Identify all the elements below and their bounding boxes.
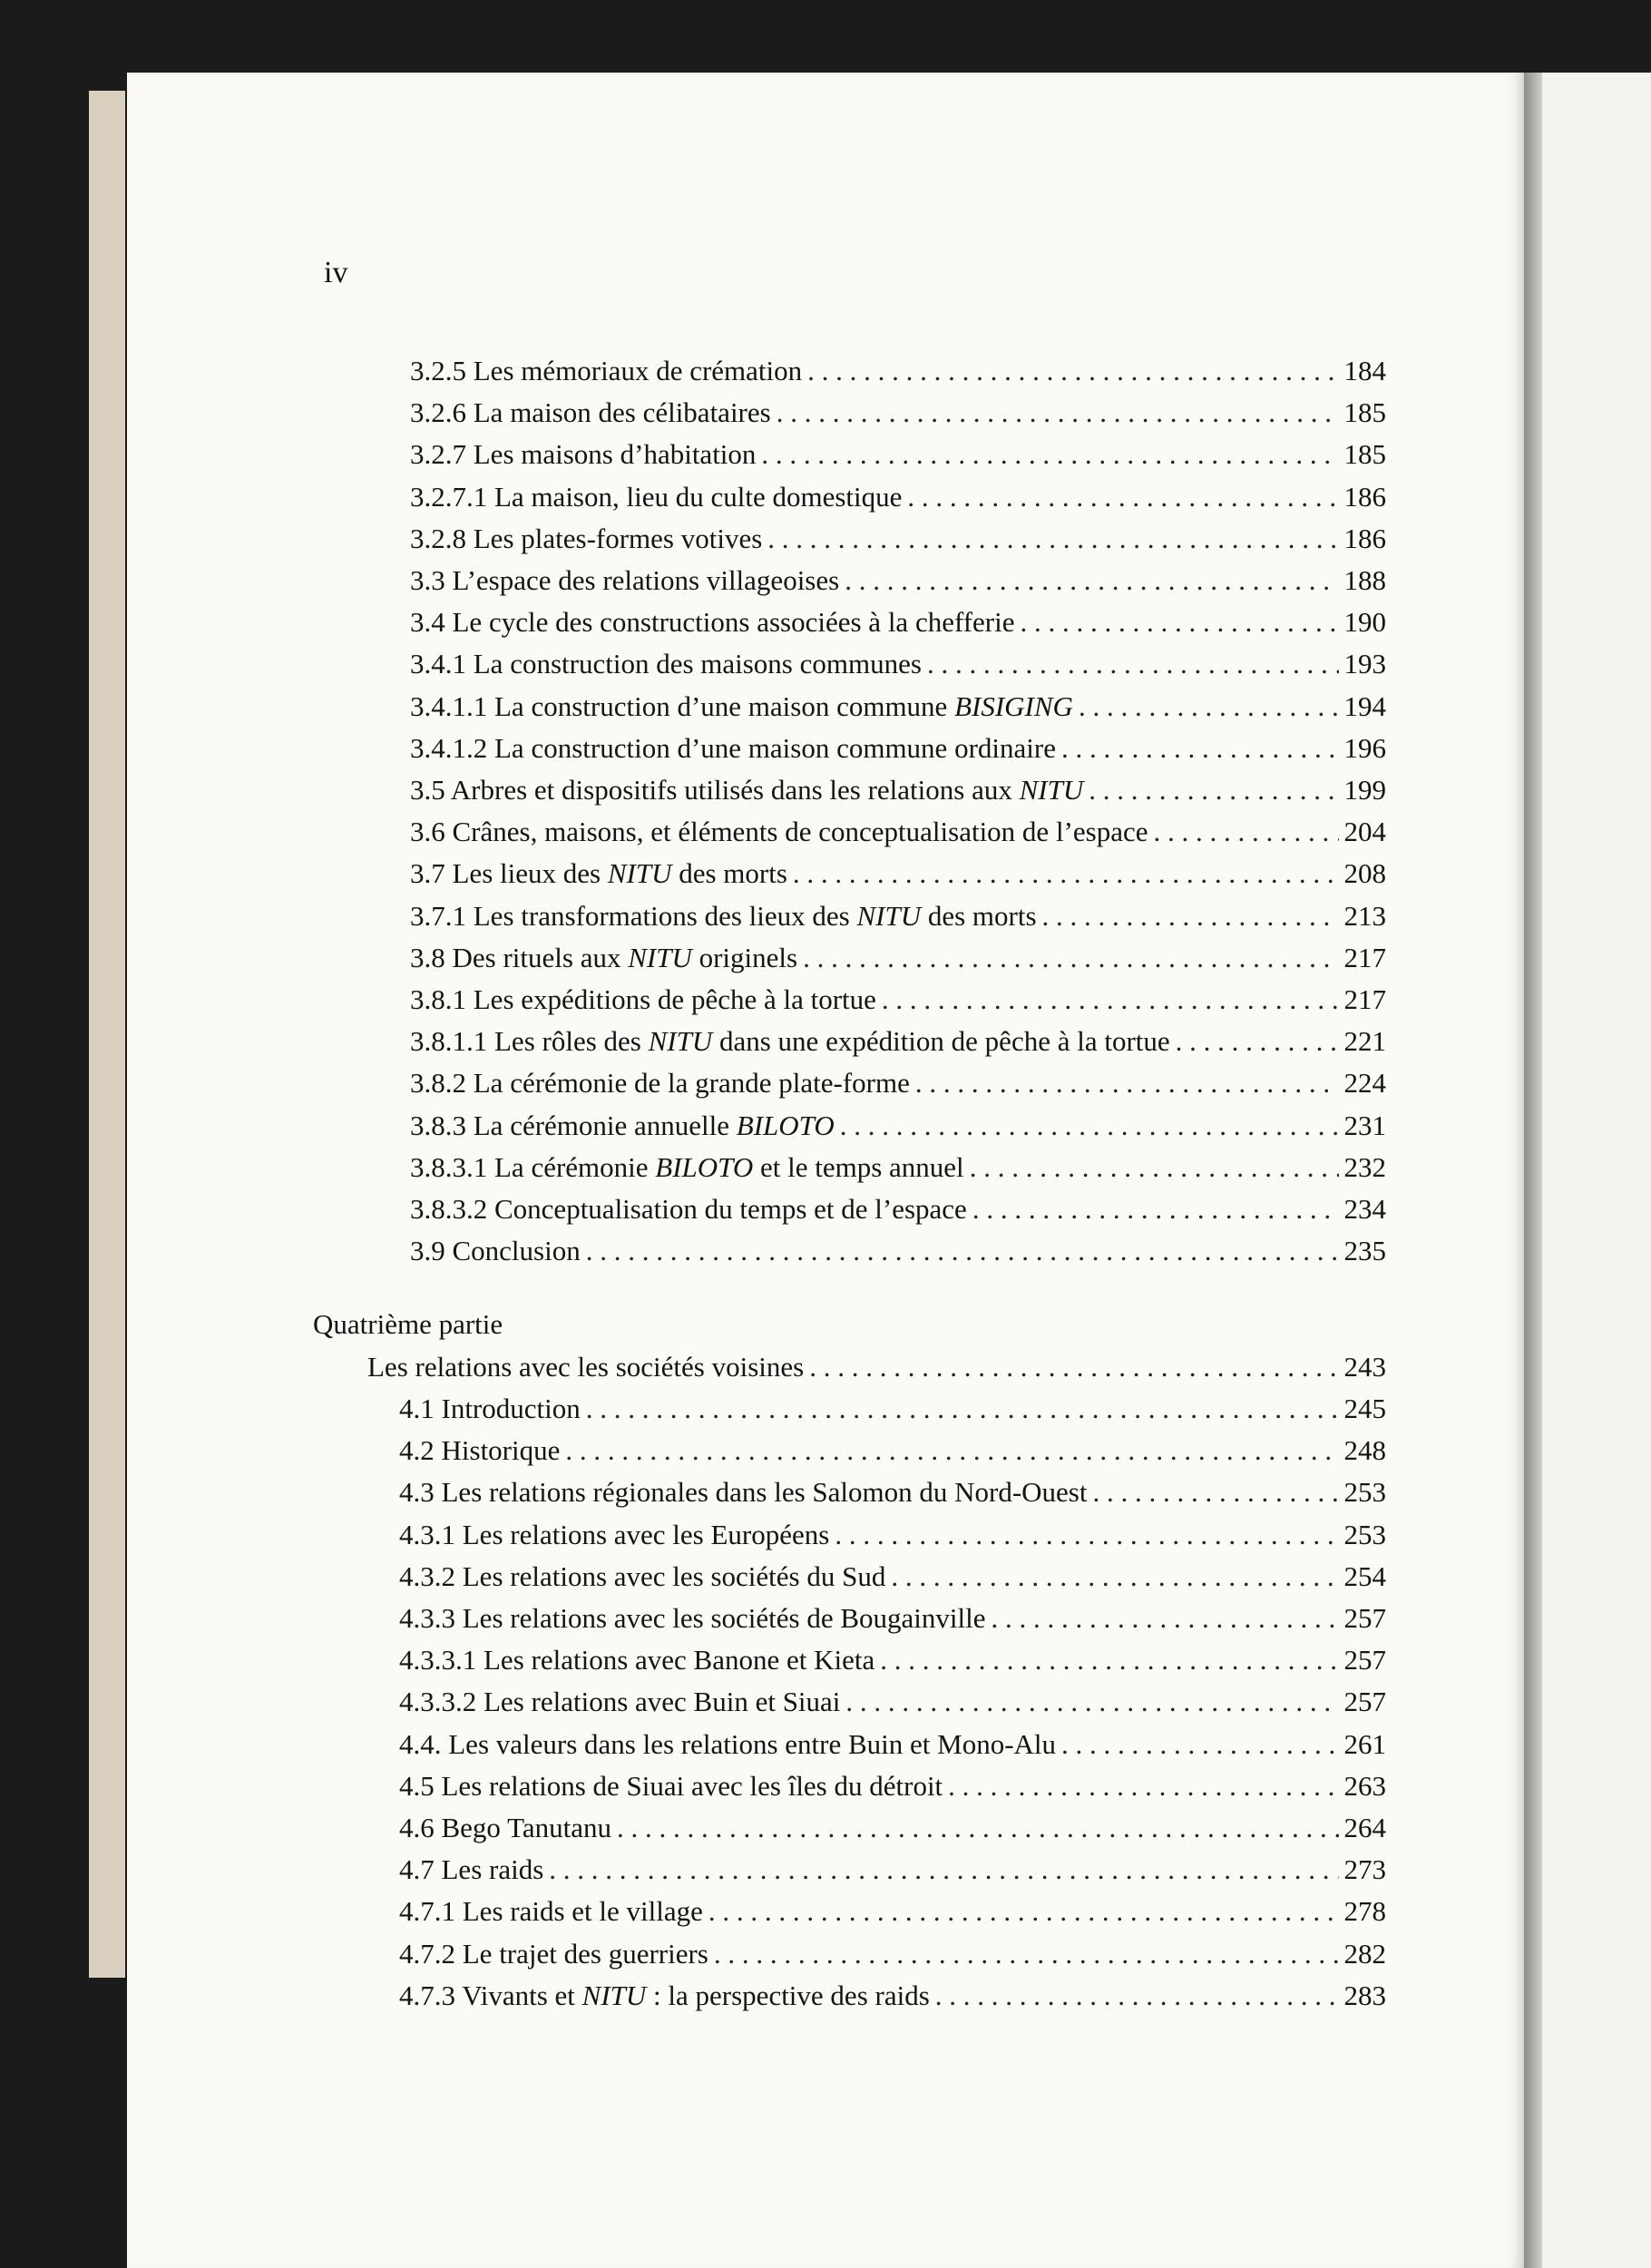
toc-entry-number: 3.8.1.1	[410, 1025, 488, 1058]
toc-entry-title: Les expéditions de pêche à la tortue	[473, 983, 876, 1015]
toc-entry-label	[399, 1765, 943, 1807]
toc-leader-dots	[1079, 686, 1339, 728]
toc-entry-label	[410, 643, 922, 685]
toc-entry-page: 213	[1343, 899, 1386, 932]
toc-entry	[399, 1933, 1386, 1975]
toc-entry-page: 186	[1343, 480, 1386, 513]
toc-entry-page: 253	[1343, 1476, 1386, 1509]
toc-entry-label	[410, 518, 762, 560]
toc-entry-number: 3.8.3.2	[410, 1193, 488, 1225]
toc-entry-page: 188	[1343, 564, 1386, 596]
toc-entry-italic-term: NITU	[648, 1025, 713, 1058]
toc-entry-label	[410, 1021, 1170, 1062]
toc-entry-page: 245	[1343, 1393, 1386, 1424]
toc-entry-number: 4.7.3	[399, 1979, 455, 2011]
toc-entry-page: 184	[1343, 355, 1386, 386]
toc-entry-page: 224	[1343, 1067, 1386, 1100]
toc-entry-page: 208	[1343, 857, 1386, 890]
toc-entry	[367, 1346, 1386, 1388]
toc-entry	[399, 1430, 1386, 1471]
toc-entry-number: 4.3.2	[399, 1559, 455, 1592]
toc-entry-title: Conclusion	[452, 1235, 581, 1267]
toc-leader-dots	[1021, 601, 1339, 643]
toc-entry	[410, 853, 1386, 894]
toc-entry-title: Conceptualisation du temps et de l’espace	[494, 1193, 967, 1225]
toc-leader-dots	[617, 1807, 1338, 1849]
toc-leader-dots	[948, 1765, 1338, 1807]
toc-entry-italic-term: BILOTO	[736, 1109, 835, 1141]
toc-entry-page: 204	[1343, 816, 1386, 848]
toc-entry	[399, 1556, 1386, 1598]
toc-leader-dots	[927, 643, 1339, 685]
toc-leader-dots	[1089, 769, 1338, 811]
toc-entry-label	[410, 937, 797, 979]
toc-entry-number: 3.4.1.2	[410, 731, 488, 764]
toc-entry-number: 4.1	[399, 1393, 435, 1424]
toc-entry	[399, 1681, 1386, 1723]
toc-entry-title: Crânes, maisons, et éléments de conceptualisation de l’espace	[452, 816, 1148, 848]
toc-entry-label	[410, 392, 771, 434]
toc-entry-label	[399, 1681, 840, 1723]
toc-entry-label	[399, 1514, 829, 1556]
toc-entry-number: 3.8.1	[410, 983, 466, 1015]
toc-entry-page: 261	[1343, 1727, 1386, 1760]
toc-leader-dots	[970, 1147, 1339, 1188]
toc-entry-page: 283	[1343, 1979, 1386, 2011]
toc-entry-label	[410, 560, 839, 601]
toc-entry-page: 278	[1343, 1895, 1386, 1928]
toc-entry-label	[410, 1147, 964, 1188]
toc-entry-number: 3.4	[410, 606, 445, 639]
toc-entry-italic-term: NITU	[1019, 774, 1084, 806]
toc-entry	[399, 1388, 1386, 1430]
toc-entry-page: 257	[1343, 1644, 1386, 1677]
toc-entry-label	[399, 1933, 708, 1975]
toc-entry	[399, 1975, 1386, 2017]
toc-entry-page: 243	[1343, 1351, 1386, 1383]
toc-entry-label	[410, 811, 1148, 853]
toc-entry-number: 4.2	[399, 1434, 435, 1467]
toc-leader-dots	[992, 1598, 1339, 1639]
toc-leader-dots	[586, 1230, 1339, 1272]
toc-leader-dots	[1061, 1724, 1338, 1765]
toc-entry-page: 221	[1343, 1025, 1386, 1058]
toc-entry-number: 3.2.8	[410, 522, 466, 554]
toc-entry	[410, 518, 1386, 560]
toc-entry-page: 232	[1343, 1150, 1386, 1183]
toc-entry-page: 282	[1343, 1937, 1386, 1970]
toc-entry-title: Les mémoriaux de crémation	[473, 355, 803, 386]
toc-entry-label	[410, 895, 1037, 937]
toc-entry-title: Historique	[441, 1434, 561, 1467]
toc-entry-number: 3.6	[410, 816, 445, 848]
toc-entry	[410, 1105, 1386, 1147]
toc-leader-dots	[586, 1388, 1339, 1430]
toc-entry-title-continued: des morts	[671, 857, 787, 890]
toc-entry-title: La cérémonie	[494, 1150, 656, 1183]
toc-entry-title: Les plates-formes votives	[473, 522, 763, 554]
toc-entry-number: 3.9	[410, 1235, 445, 1267]
toc-entry-page: 248	[1343, 1434, 1386, 1467]
toc-entry	[410, 979, 1386, 1021]
toc-entry-page: 190	[1343, 606, 1386, 639]
toc-entry	[410, 937, 1386, 979]
toc-entry	[410, 476, 1386, 518]
toc-entry-label	[410, 1105, 835, 1147]
toc-leader-dots	[807, 350, 1338, 392]
toc-leader-dots	[935, 1975, 1339, 2017]
toc-entry-label	[399, 1891, 703, 1932]
toc-entry	[410, 434, 1386, 475]
toc-entry-page: 185	[1343, 438, 1386, 471]
toc-entry-title: Des rituels aux	[452, 941, 629, 973]
toc-entry-page: 231	[1343, 1109, 1386, 1141]
toc-leader-dots	[907, 476, 1338, 518]
toc-entry-number: 3.7	[410, 857, 445, 890]
toc-entry-title: La construction des maisons communes	[473, 648, 922, 680]
toc-entry-title: Les lieux des	[452, 857, 608, 890]
toc-entry-page: 194	[1343, 689, 1386, 722]
toc-entry	[399, 1849, 1386, 1891]
toc-entry-title: La cérémonie annuelle	[473, 1109, 737, 1141]
toc-entry-label	[410, 853, 787, 894]
toc-leader-dots	[565, 1430, 1338, 1471]
toc-leader-dots	[1093, 1471, 1339, 1513]
toc-leader-dots	[880, 1639, 1338, 1681]
toc-entry-page: 253	[1343, 1518, 1386, 1550]
toc-entry	[410, 686, 1386, 728]
toc-leader-dots	[891, 1556, 1338, 1598]
toc-leader-dots	[972, 1188, 1339, 1230]
toc-entry-italic-term: NITU	[607, 857, 672, 890]
toc-entry-title: La maison des célibataires	[473, 396, 771, 429]
toc-entry-page: 257	[1343, 1602, 1386, 1634]
toc-entry-italic-term: BISIGING	[954, 689, 1073, 722]
toc-entry-title-continued: dans une expédition de pêche à la tortue	[712, 1025, 1170, 1058]
toc-entry	[410, 1021, 1386, 1062]
toc-entry-label	[399, 1430, 560, 1471]
toc-leader-dots	[777, 392, 1339, 434]
toc-entry-number: 4.7	[399, 1853, 435, 1886]
toc-entry-title: Les relations régionales dans les Salomon du Nord-Ouest	[441, 1476, 1088, 1509]
toc-entry-number: 3.2.7.1	[410, 480, 488, 513]
toc-entry-italic-term: NITU	[628, 941, 692, 973]
toc-entry-number: 3.3	[410, 564, 445, 596]
toc-entry-number: 4.6	[399, 1812, 435, 1843]
toc-entry-page: 264	[1343, 1812, 1386, 1843]
toc-entry	[410, 560, 1386, 601]
toc-entry-page: 185	[1343, 396, 1386, 429]
toc-entry-title: Vivants et	[462, 1979, 582, 2011]
toc-entry-label	[399, 1471, 1088, 1513]
toc-entry-number: 3.7.1	[410, 899, 466, 932]
toc-entry	[410, 643, 1386, 685]
toc-entry-label	[410, 434, 756, 475]
toc-entry-page: 273	[1343, 1853, 1386, 1886]
toc-entry-title-continued: des morts	[921, 899, 1037, 932]
toc-entry-label	[399, 1724, 1056, 1765]
toc-entry-title: Les valeurs dans les relations entre Buin et Mono-Alu	[448, 1727, 1057, 1760]
toc-entry	[410, 895, 1386, 937]
toc-entry-title: Les relations avec Buin et Siuai	[484, 1686, 841, 1718]
toc-entry-label	[410, 979, 876, 1021]
toc-entry-title: Bego Tanutanu	[441, 1812, 612, 1843]
toc-entry-label	[399, 1598, 986, 1639]
toc-entry-label	[410, 1188, 967, 1230]
toc-entry	[399, 1514, 1386, 1556]
toc-entry-title: Les transformations des lieux des	[473, 899, 857, 932]
toc-entry-number: 3.2.5	[410, 355, 466, 386]
toc-entry-title: L’espace des relations villageoises	[452, 564, 840, 596]
toc-entry-number: 3.8.2	[410, 1067, 466, 1100]
toc-entry-italic-term: NITU	[581, 1979, 647, 2011]
toc-entry-label	[410, 476, 902, 518]
toc-entry-title: Le trajet des guerriers	[462, 1937, 708, 1970]
toc-leader-dots	[1153, 811, 1338, 853]
toc-entry-title: Les maisons d’habitation	[473, 438, 757, 471]
toc-entry-label	[410, 1230, 581, 1272]
toc-entry-number: 4.5	[399, 1769, 435, 1802]
toc-entry-label	[399, 1388, 581, 1430]
toc-entry	[410, 1188, 1386, 1230]
toc-entry-title: Les raids	[441, 1853, 544, 1886]
toc-leader-dots	[1061, 728, 1339, 769]
toc-leader-dots	[1176, 1021, 1339, 1062]
toc-leader-dots	[882, 979, 1339, 1021]
toc-entry-title-continued: : la perspective des raids	[646, 1979, 930, 2011]
toc-entry-number: 4.3.1	[399, 1518, 455, 1550]
toc-entry-number: 3.4.1	[410, 648, 466, 680]
toc-entry-number: 4.7.2	[399, 1937, 455, 1970]
toc-entry-number: 3.4.1.1	[410, 689, 488, 722]
toc-entry-label	[399, 1849, 543, 1891]
toc-entry-number: 4.4.	[399, 1727, 442, 1760]
toc-entry-label	[410, 601, 1015, 643]
toc-entry-label	[399, 1639, 874, 1681]
toc-entry-label	[410, 769, 1083, 811]
toc-entry-number: 4.7.1	[399, 1895, 455, 1928]
part-title: Quatrième partie	[313, 1308, 503, 1340]
toc-entry-page: 217	[1343, 983, 1386, 1015]
toc-leader-dots	[767, 518, 1338, 560]
toc-entry-page: 257	[1343, 1686, 1386, 1718]
toc-entry-page: 234	[1343, 1193, 1386, 1225]
toc-entry-italic-term: NITU	[856, 899, 922, 932]
toc-entry-label	[410, 1062, 910, 1104]
toc-entry-title: Les relations de Siuai avec les îles du détroit	[441, 1769, 943, 1802]
toc-entry-number: 4.3	[399, 1476, 435, 1509]
toc-entry	[399, 1639, 1386, 1681]
toc-entry	[399, 1807, 1386, 1849]
toc-entry-number: 4.3.3	[399, 1602, 455, 1634]
toc-entry-page: 217	[1343, 941, 1386, 973]
toc-entry	[410, 1062, 1386, 1104]
toc-entry	[399, 1724, 1386, 1765]
toc-entry	[410, 811, 1386, 853]
toc-entry	[410, 350, 1386, 392]
toc-entry-number: 3.8	[410, 941, 445, 973]
toc-entry-title-continued: et le temps annuel	[753, 1150, 964, 1183]
toc-entry-page: 235	[1343, 1235, 1386, 1267]
toc-entry-title: Les relations avec les sociétés voisines	[367, 1351, 805, 1383]
toc-entry-label	[410, 350, 802, 392]
toc-entry-title: Le cycle des constructions associées à la chefferie	[452, 606, 1015, 639]
toc-entry-number: 3.2.6	[410, 396, 466, 429]
toc-entry	[410, 601, 1386, 643]
toc-leader-dots	[835, 1514, 1338, 1556]
toc-entry-number: 3.8.3.1	[410, 1150, 488, 1183]
toc-leader-dots	[845, 560, 1338, 601]
toc-entry	[399, 1598, 1386, 1639]
toc-entry-title: Arbres et dispositifs utilisés dans les relations aux	[450, 774, 1020, 806]
toc-leader-dots	[714, 1933, 1339, 1975]
toc-entry	[410, 769, 1386, 811]
toc-leader-dots	[793, 853, 1339, 894]
toc-leader-dots	[845, 1681, 1338, 1723]
toc-entry-page: 196	[1343, 731, 1386, 764]
toc-entry-number: 3.2.7	[410, 438, 466, 471]
toc-leader-dots	[549, 1849, 1338, 1891]
toc-entry	[410, 392, 1386, 434]
toc-entry-number: 3.8.3	[410, 1109, 466, 1141]
toc-entry-title: La construction d’une maison commune	[494, 689, 955, 722]
toc-entry-title: La construction d’une maison commune ordinaire	[494, 731, 1056, 764]
toc-entry-number: 4.3.3.1	[399, 1644, 477, 1677]
toc-entry-title: Les rôles des	[494, 1025, 649, 1058]
toc-entry-label	[367, 1346, 804, 1388]
toc-entry-title: Les relations avec les sociétés du Sud	[462, 1559, 886, 1592]
toc-entry-title: La cérémonie de la grande plate-forme	[473, 1067, 910, 1100]
toc-entry-page: 199	[1343, 774, 1386, 806]
toc-entry	[410, 728, 1386, 769]
page-number: iv	[324, 256, 348, 289]
toc-entry-page: 263	[1343, 1769, 1386, 1802]
toc-entry	[410, 1230, 1386, 1272]
toc-entry-title-continued: originels	[691, 941, 798, 973]
toc-entry	[399, 1765, 1386, 1807]
toc-entry-label	[399, 1556, 885, 1598]
toc-entry-title: Introduction	[441, 1393, 581, 1424]
toc-entry-page: 193	[1343, 648, 1386, 680]
toc-entry-title: Les raids et le village	[462, 1895, 703, 1928]
toc-entry-title: Les relations avec Banone et Kieta	[484, 1644, 875, 1677]
toc-entry	[399, 1891, 1386, 1932]
toc-entry-label	[410, 728, 1056, 769]
toc-entry-title: Les relations avec les Européens	[462, 1518, 830, 1550]
toc-entry-label	[399, 1807, 611, 1849]
toc-leader-dots	[708, 1891, 1339, 1932]
toc-entry-title: Les relations avec les sociétés de Bougainville	[462, 1602, 986, 1634]
toc-entry-number: 4.3.3.2	[399, 1686, 477, 1718]
toc-entry-page: 186	[1343, 522, 1386, 554]
toc-leader-dots	[1042, 895, 1339, 937]
toc-entry-page: 254	[1343, 1559, 1386, 1592]
toc-entry	[410, 1147, 1386, 1188]
toc-leader-dots	[809, 1346, 1338, 1388]
toc-entry-label	[410, 686, 1073, 728]
toc-leader-dots	[803, 937, 1338, 979]
toc-entry-label	[399, 1975, 930, 2017]
toc-entry-italic-term: BILOTO	[655, 1150, 754, 1183]
toc-entry-number: 3.5	[410, 774, 445, 806]
toc-entry	[399, 1471, 1386, 1513]
toc-entry-title: La maison, lieu du culte domestique	[494, 480, 903, 513]
toc-leader-dots	[840, 1105, 1339, 1147]
toc-leader-dots	[761, 434, 1338, 475]
toc-leader-dots	[915, 1062, 1339, 1104]
